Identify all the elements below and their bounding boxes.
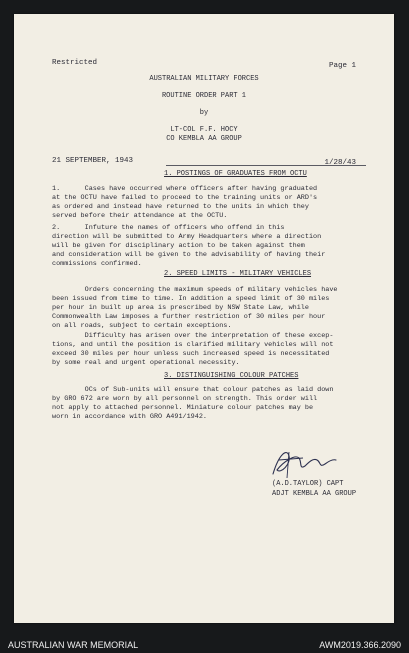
unit-name: CO KEMBLA AA GROUP <box>166 135 242 143</box>
routine-order-title: ROUTINE ORDER PART 1 <box>161 92 246 100</box>
document-sheet <box>14 14 394 623</box>
order-date: 21 SEPTEMBER, 1943 <box>52 157 134 165</box>
handwritten-signature <box>269 444 339 484</box>
section-paragraph: 2. Infuture the names of officers who offend in this direction will be submitted to Army Headquarters where a direction will be given for disciplinary action to be taken against them and consideration will be given to the advisability of having their commissions confirmed. <box>52 224 326 268</box>
section-paragraph: Orders concerning the maximum speeds of military vehicles have been issued from time to time. In addition a speed limit of 30 miles per hour in built up area is prescribed by NSW State Law, while Commonwealth Law imposes a further restriction of 30 miles per hour on all roads, subject to certain exceptions. <box>52 286 338 330</box>
signatory-name: (A.D.TAYLOR) CAPT <box>272 480 344 488</box>
record-id: AWM2019.366.2090 <box>319 640 401 650</box>
section-heading: 1. POSTINGS OF GRADUATES FROM OCTU <box>164 170 307 178</box>
section-paragraph: OCs of Sub-units will ensure that colour patches as laid down by GRO 672 are worn by all personnel on strength. This order will not apply to attached personnel. Miniature colour patches may be worn in accordance with GRO A491/1942. <box>52 386 334 421</box>
archive-footer <box>0 626 409 653</box>
section-heading: 2. SPEED LIMITS - MILITARY VEHICLES <box>164 270 312 278</box>
organisation-heading: AUSTRALIAN MILITARY FORCES <box>149 75 259 83</box>
header-divider <box>166 165 366 166</box>
order-reference: 1/28/43 <box>324 159 356 167</box>
section-paragraph: 1. Cases have occurred where officers after having graduated at the OCTU have failed to proceed to the training units or ARD's as ordered and instead have returned to the units in which they served before their attendance at the OCTU. <box>52 185 318 220</box>
section-heading: 3. DISTINGUISHING COLOUR PATCHES <box>164 372 299 380</box>
commander-name: LT-COL F.F. HOCY <box>170 126 238 134</box>
signatory-title: ADJT KEMBLA AA GROUP <box>272 490 357 498</box>
routine-order-document <box>14 14 394 623</box>
classification-label: Restricted <box>52 59 98 67</box>
section-paragraph: Difficulty has arisen over the interpretation of these excep- tions, and until the position is clarified military vehicles will not exceed 30 miles per hour unless such increased speed is necessitated by some real and urgent operational necessity. <box>52 332 334 367</box>
by-line: by <box>199 109 209 117</box>
institution-name: AUSTRALIAN WAR MEMORIAL <box>8 640 139 650</box>
page-number: Page 1 <box>328 62 356 70</box>
